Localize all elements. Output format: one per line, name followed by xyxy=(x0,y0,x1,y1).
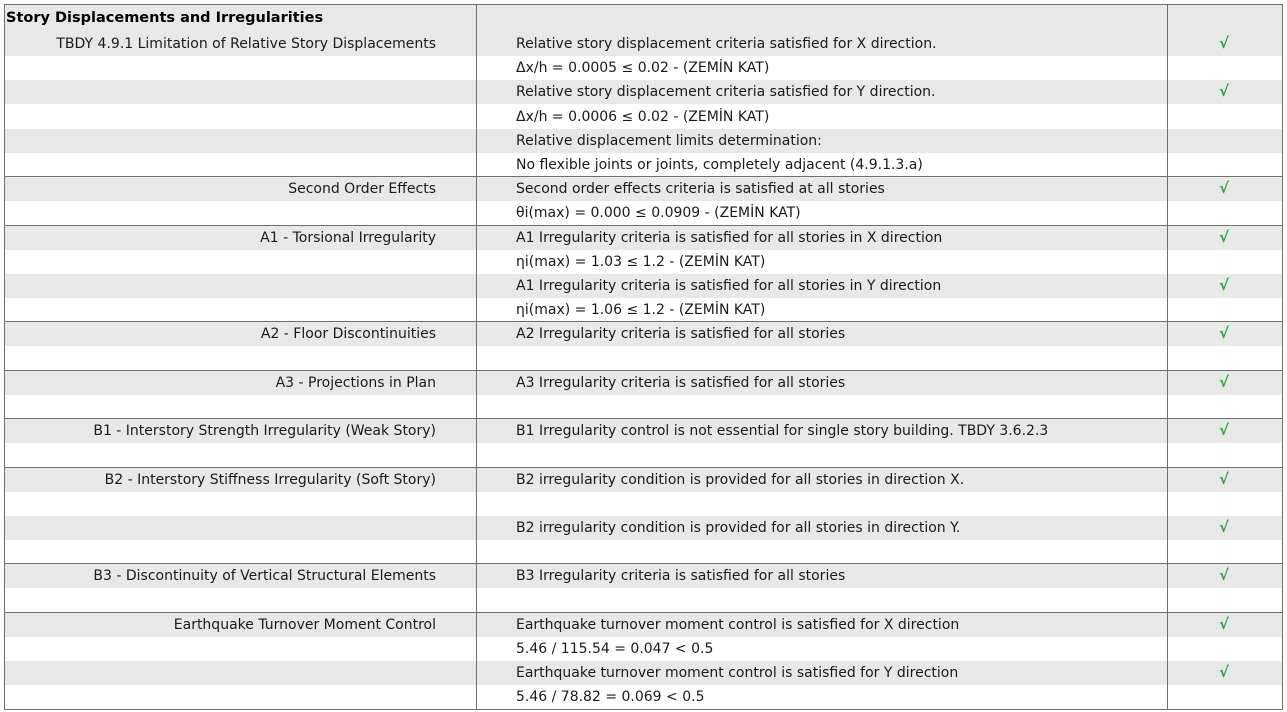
check-item-label: B3 - Discontinuity of Vertical Structural Elements xyxy=(93,568,436,585)
table-row xyxy=(5,298,1282,322)
checkmark-icon: √ xyxy=(1219,421,1230,440)
checkmark-icon: √ xyxy=(1219,518,1230,536)
check-result-text: θi(max) = 0.000 ≤ 0.0909 - (ZEMİN KAT) xyxy=(516,205,801,222)
table-row xyxy=(5,516,1282,540)
check-result-text: No flexible joints or joints, completely adjacent (4.9.1.3.a) xyxy=(516,157,923,173)
table-row xyxy=(5,201,1282,225)
check-item-label: A1 - Torsional Irregularity xyxy=(260,229,436,246)
check-result-text: Relative displacement limits determination: xyxy=(516,132,822,149)
check-item-label: TBDY 4.9.1 Limitation of Relative Story Displacements xyxy=(56,36,436,52)
check-result-text: ηi(max) = 1.03 ≤ 1.2 - (ZEMİN KAT) xyxy=(516,253,766,270)
check-result-text: B2 irregularity condition is provided for all stories in direction X. xyxy=(516,471,965,488)
table-row xyxy=(5,395,1282,419)
table-row xyxy=(5,153,1282,177)
checkmark-icon: √ xyxy=(1219,34,1230,52)
report-table xyxy=(4,4,1283,710)
table-row xyxy=(5,540,1282,564)
table-title: Story Displacements and Irregularities xyxy=(6,10,324,26)
check-result-text: 5.46 / 115.54 = 0.047 < 0.5 xyxy=(516,641,714,657)
check-item-label: Earthquake Turnover Moment Control xyxy=(173,616,436,633)
table-row xyxy=(5,685,1282,709)
table-row xyxy=(5,637,1282,661)
check-result-text: B3 Irregularity criteria is satisfied for all stories xyxy=(516,568,846,585)
table-row xyxy=(5,564,1282,588)
table-row xyxy=(5,347,1282,371)
column-divider-label xyxy=(476,5,477,709)
table-row xyxy=(5,129,1282,153)
table-row xyxy=(5,177,1282,201)
check-item-label: A3 - Projections in Plan xyxy=(275,374,436,391)
check-result-text: A3 Irregularity criteria is satisfied for all stories xyxy=(516,374,846,391)
table-row xyxy=(5,105,1282,129)
table-row xyxy=(5,589,1282,613)
check-result-text: A1 Irregularity criteria is satisfied for all stories in Y direction xyxy=(516,278,942,294)
checkmark-icon: √ xyxy=(1219,614,1230,633)
table-header xyxy=(5,5,1282,33)
table-row xyxy=(5,661,1282,685)
check-result-text: A1 Irregularity criteria is satisfied for all stories in X direction xyxy=(516,229,943,246)
check-result-text: Second order effects criteria is satisfied at all stories xyxy=(516,181,885,198)
table-row xyxy=(5,80,1282,104)
check-item-label: B2 - Interstory Stiffness Irregularity (Soft Story) xyxy=(104,471,436,488)
check-result-text: 5.46 / 78.82 = 0.069 < 0.5 xyxy=(516,689,705,706)
table-row xyxy=(5,274,1282,298)
check-result-text: A2 Irregularity criteria is satisfied for all stories xyxy=(516,326,846,343)
check-item-label: Second Order Effects xyxy=(288,181,436,198)
checkmark-icon: √ xyxy=(1219,179,1230,198)
check-result-text: ηi(max) = 1.06 ≤ 1.2 - (ZEMİN KAT) xyxy=(516,302,766,319)
table-row xyxy=(5,322,1282,346)
check-result-text: Relative story displacement criteria satisfied for X direction. xyxy=(516,36,937,52)
table-row xyxy=(5,250,1282,274)
checkmark-icon: √ xyxy=(1219,324,1230,343)
checkmark-icon: √ xyxy=(1219,372,1230,391)
check-result-text: B1 Irregularity control is not essential for single story building. TBDY 3.6.2.3 xyxy=(516,423,1049,440)
check-result-text: Earthquake turnover moment control is satisfied for X direction xyxy=(516,616,960,633)
checkmark-icon: √ xyxy=(1219,82,1230,101)
check-result-text: B2 irregularity condition is provided for all stories in direction Y. xyxy=(516,520,961,536)
check-item-label: B1 - Interstory Strength Irregularity (Weak Story) xyxy=(93,423,436,440)
checkmark-icon: √ xyxy=(1219,566,1230,585)
table-row xyxy=(5,419,1282,443)
checkmark-icon: √ xyxy=(1219,663,1230,682)
table-row xyxy=(5,492,1282,516)
table-row xyxy=(5,371,1282,395)
table-row xyxy=(5,613,1282,637)
table-row xyxy=(5,32,1282,56)
column-divider-status xyxy=(1167,5,1168,709)
checkmark-icon: √ xyxy=(1219,469,1230,488)
check-item-label: A2 - Floor Discontinuities xyxy=(260,326,436,343)
checkmark-icon: √ xyxy=(1219,227,1230,246)
checkmark-icon: √ xyxy=(1219,276,1230,294)
table-row xyxy=(5,226,1282,250)
table-row xyxy=(5,56,1282,80)
check-result-text: Earthquake turnover moment control is satisfied for Y direction xyxy=(516,665,959,682)
check-result-text: Δx/h = 0.0005 ≤ 0.02 - (ZEMİN KAT) xyxy=(516,60,770,77)
table-row xyxy=(5,443,1282,467)
check-result-text: Relative story displacement criteria satisfied for Y direction. xyxy=(516,84,936,101)
check-result-text: Δx/h = 0.0006 ≤ 0.02 - (ZEMİN KAT) xyxy=(516,108,770,125)
table-row xyxy=(5,468,1282,492)
